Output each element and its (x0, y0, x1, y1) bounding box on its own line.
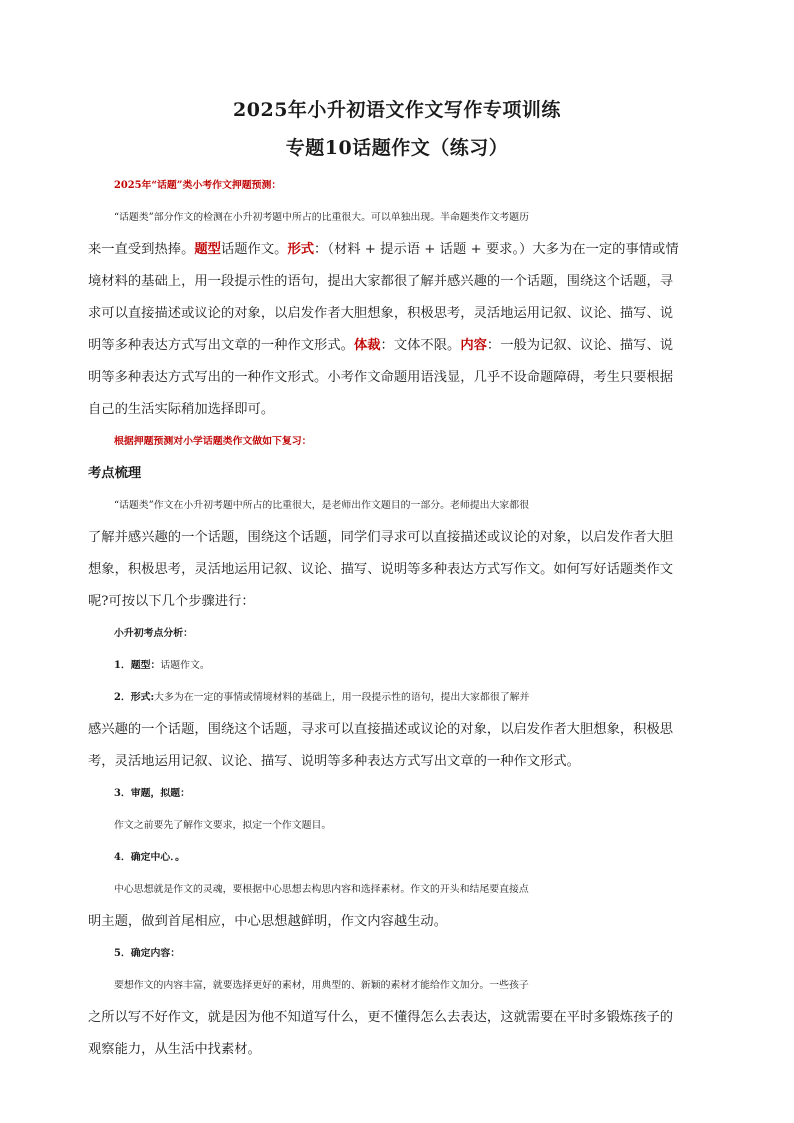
review-heading: 根据押题预测对小学话题类作文做如下复习： (114, 436, 312, 447)
kaodian-line-1: “话题类”作文在小升初考题中所占的比重很大，是老师出作文题目的一部分。老师提出大家都很 (114, 500, 529, 511)
intro-line-1: “话题类”部分作文的检测在小升初考题中所占的比重很大。可以单独出现。半命题类作文考题历 (114, 212, 529, 223)
intro-line-7: 自己的生活实际稍加选择即可。 (88, 402, 275, 417)
document-title: 2025年小升初语文作文写作专项训练 (233, 99, 561, 121)
item-3-text: 作文之前要先了解作文要求，拟定一个作文题目。 (114, 820, 332, 831)
item-5-line-2: 之所以写不好作文，就是因为他不知道写什么，更不懂得怎么去表达，这就需要在平时多锻炼孩子的 (88, 1010, 674, 1025)
prediction-heading: 2025年“话题”类小考作文押题预测： (114, 180, 282, 191)
keyword-xingshi: 形式 (287, 242, 315, 257)
intro-line-5: 明等多种表达方式写出文章的一种作文形式。体裁：文体不限。内容：一般为记叙、议论、描写、说 (88, 338, 674, 353)
kaodian-heading: 考点梳理 (88, 466, 142, 481)
item-2-line-1: 2．形式:大多为在一定的事情或情境材料的基础上，用一段提示性的语句，提出大家都很了解并 (114, 692, 530, 703)
item-5-line-3: 观察能力，从生活中找素材。 (88, 1042, 261, 1057)
item-2-line-2: 感兴趣的一个话题，围绕这个话题，寻求可以直接描述或议论的对象，以启发作者大胆想象，积极思 (88, 722, 674, 737)
item-5-line-1: 要想作文的内容丰富，就要选择更好的素材，用典型的、新颖的素材才能给作文加分。一些孩子 (114, 980, 529, 991)
kaodian-line-3: 想象，积极思考，灵活地运用记叙、议论、描写、说明等多种表达方式写作文。如何写好话题类作文 (88, 562, 674, 577)
intro-line-6: 明等多种表达方式写出的一种作文形式。小考作文命题用语浅显，几乎不设命题障碍，考生只要根据 (88, 370, 674, 385)
intro-line-2: 来一直受到热捧。题型话题作文。形式：（材料 + 提示语 + 话题 + 要求。）大多为在一定的事情或情 (88, 242, 679, 257)
intro-line-3: 境材料的基础上，用一段提示性的语句，提出大家都很了解并感兴趣的一个话题，围绕这个话题，寻 (88, 274, 674, 289)
keyword-ticai: 体裁 (353, 338, 381, 353)
kaodian-line-2: 了解并感兴趣的一个话题，围绕这个话题，同学们寻求可以直接描述或议论的对象，以启发作者大胆 (88, 530, 674, 545)
keyword-tixing: 题型 (194, 242, 221, 257)
item-4-heading: 4．确定中心．。 (114, 852, 186, 863)
kaodian-line-4: 呢?可按以下几个步骤进行： (88, 594, 255, 609)
intro-line-4: 求可以直接描述或议论的对象，以启发作者大胆想象，积极思考，灵活地运用记叙、议论、描写、说 (88, 306, 674, 321)
analysis-heading: 小升初考点分析： (114, 628, 194, 639)
item-5-heading: 5．确定内容： (114, 948, 181, 959)
item-4-line-1: 中心思想就是作文的灵魂，要根据中心思想去构思内容和选择素材。作文的开头和结尾要直接点 (114, 884, 529, 895)
document-subtitle: 专题10话题作文（练习） (285, 137, 509, 159)
item-2-line-3: 考，灵活地运用记叙、议论、描写、说明等多种表达方式写出文章的一种作文形式。 (88, 754, 580, 769)
item-3-heading: 3．审题，拟题： (114, 788, 190, 799)
keyword-neirong: 内容 (460, 338, 487, 353)
item-4-line-2: 明主题，做到首尾相应，中心思想越鲜明，作文内容越生动。 (88, 914, 448, 929)
item-1: 1．题型：话题作文。 (114, 660, 210, 671)
